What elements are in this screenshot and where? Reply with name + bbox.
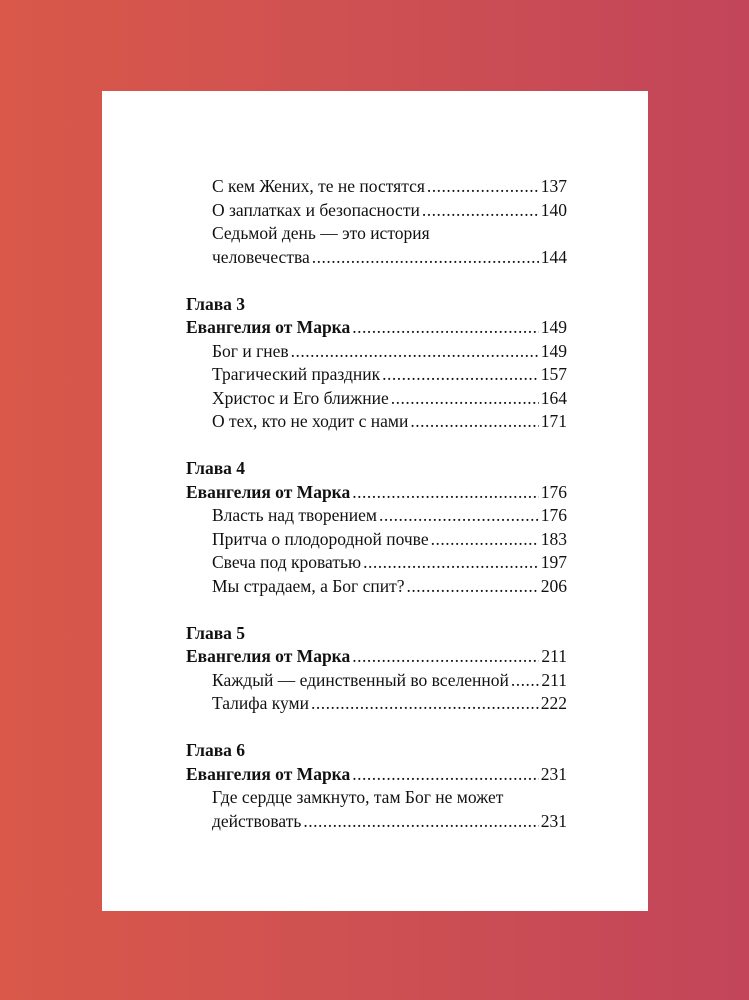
toc-entry <box>186 692 567 716</box>
toc-entry-page: 171 <box>540 411 567 431</box>
toc-entry-page: 149 <box>540 340 567 361</box>
toc-entry-title: Христос и Его ближние <box>212 387 389 408</box>
toc-entry-page: 197 <box>540 552 567 572</box>
toc-entry-title: Трагический праздник <box>212 364 381 384</box>
chapter-page: 176 <box>540 481 567 502</box>
toc-entry-page: 157 <box>540 364 567 384</box>
toc-entry-page: 137 <box>540 176 567 196</box>
toc-entry-title: С кем Жених, те не постятся <box>212 176 425 196</box>
chapter-title: Евангелия от Марка <box>186 481 351 502</box>
chapter-title-row <box>186 481 567 505</box>
toc-leader <box>511 669 540 693</box>
toc-leader <box>311 692 539 716</box>
toc-leader <box>352 645 539 669</box>
book-page <box>102 91 648 911</box>
toc-entry-page: 140 <box>540 199 567 220</box>
toc-entry <box>186 199 567 223</box>
toc-entry <box>186 810 567 834</box>
toc-leader <box>407 575 539 599</box>
toc-entry-page: 183 <box>540 528 567 549</box>
toc-leader <box>352 316 539 340</box>
table-of-contents <box>186 175 567 833</box>
toc-leader <box>363 551 539 575</box>
chapter-title: Евангелия от Марка <box>186 763 351 784</box>
toc-entry-title: Притча о плодородной почве <box>212 528 429 549</box>
chapter-page: 231 <box>540 763 567 784</box>
toc-entry-title: Свеча под кроватью <box>212 552 362 572</box>
chapter-title-row <box>186 316 567 340</box>
toc-entry-title: Каждый — единственный во вселенной <box>212 669 509 690</box>
toc-entry-page: 176 <box>540 505 567 525</box>
toc-entry-title: Власть над творением <box>212 505 377 525</box>
toc-leader <box>291 340 539 364</box>
toc-entry <box>186 387 567 411</box>
toc-entry-page: 222 <box>540 693 567 713</box>
chapter-title: Евангелия от Марка <box>186 317 351 337</box>
toc-entry-page: 231 <box>540 810 567 831</box>
chapter-heading: Глава 4 <box>186 458 246 478</box>
toc-entry <box>186 340 567 364</box>
toc-entry-title: Мы страдаем, а Бог спит? <box>212 575 405 596</box>
chapter-heading: Глава 5 <box>186 622 246 643</box>
toc-entry-page: 144 <box>540 246 567 267</box>
toc-entry <box>186 551 567 575</box>
toc-entry-page: 211 <box>541 669 567 690</box>
toc-leader <box>303 810 538 834</box>
toc-leader <box>352 481 539 505</box>
toc-entry <box>186 504 567 528</box>
toc-entry-title: О тех, кто не ходит с нами <box>212 411 409 431</box>
toc-leader <box>427 175 539 199</box>
toc-entry-title: Бог и гнев <box>212 340 289 361</box>
toc-entry-title-line2: действовать <box>212 810 302 831</box>
toc-entry <box>186 175 567 199</box>
toc-leader <box>352 763 539 787</box>
toc-leader <box>382 363 539 387</box>
toc-entry-title-line1: Где сердце замкнуто, там Бог не может <box>212 787 504 807</box>
toc-entry <box>186 363 567 387</box>
toc-leader <box>312 246 539 270</box>
toc-entry <box>186 575 567 599</box>
toc-leader <box>410 410 538 434</box>
toc-entry-page: 206 <box>540 575 567 596</box>
toc-entry <box>186 410 567 434</box>
chapter-title-row <box>186 645 567 669</box>
chapter-page: 149 <box>540 317 567 337</box>
toc-leader <box>379 504 539 528</box>
toc-entry <box>186 246 567 270</box>
toc-entry-page: 164 <box>540 387 567 408</box>
chapter-page: 211 <box>541 646 567 666</box>
toc-leader <box>391 387 539 411</box>
chapter-title: Евангелия от Марка <box>186 646 351 666</box>
toc-entry-title: О заплатках и безопасности <box>212 199 420 220</box>
toc-leader <box>431 528 539 552</box>
toc-entry <box>186 528 567 552</box>
chapter-heading: Глава 3 <box>186 293 246 314</box>
toc-entry-title-line2: человечества <box>212 246 310 267</box>
chapter-title-row <box>186 763 567 787</box>
toc-entry <box>186 669 567 693</box>
toc-entry-title-line1: Седьмой день — это история <box>212 223 430 243</box>
toc-entry-title: Талифа куми <box>212 693 309 713</box>
chapter-heading: Глава 6 <box>186 740 246 760</box>
toc-leader <box>422 199 539 223</box>
